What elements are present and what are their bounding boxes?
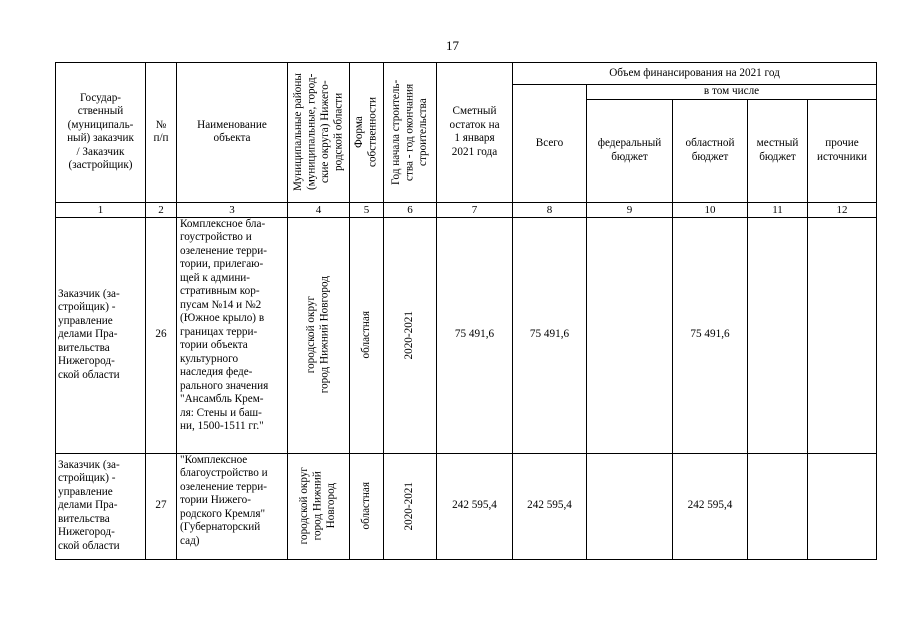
row-district <box>288 217 350 453</box>
row-object-name: "Комплексное благоустройство и озеленение терри- тории Нижего- родского Кремля" (Губернаторский сад) <box>177 453 288 559</box>
row-local <box>748 453 808 559</box>
row-other <box>808 217 877 453</box>
header-districts <box>288 63 350 203</box>
column-number: 6 <box>384 202 437 217</box>
row-total: 242 595,4 <box>513 453 587 559</box>
column-number: 10 <box>673 202 748 217</box>
column-number: 2 <box>146 202 177 217</box>
row-ownership <box>350 217 384 453</box>
header-ownership <box>350 63 384 203</box>
table-row <box>56 217 877 453</box>
header-remaining: Сметный остаток на 1 января 2021 года <box>437 63 513 203</box>
column-number: 5 <box>350 202 384 217</box>
row-regional: 242 595,4 <box>673 453 748 559</box>
column-number: 7 <box>437 202 513 217</box>
header-local: местный бюджет <box>748 99 808 202</box>
row-federal <box>587 217 673 453</box>
row-regional: 75 491,6 <box>673 217 748 453</box>
row-customer: Заказчик (за- стройщик) - управление делами Пра- вительства Нижегород- ской области <box>56 453 146 559</box>
row-total: 75 491,6 <box>513 217 587 453</box>
column-number: 4 <box>288 202 350 217</box>
header-total: Всего <box>513 85 587 203</box>
row-remaining: 242 595,4 <box>437 453 513 559</box>
header-number: № п/п <box>146 63 177 203</box>
row-object-name: Комплексное бла- гоустройство и озеленение терри- тории, прилегаю- щей к админи- стративным кор- пусам №14 и №2 (Южное крыло) в границах терри- тории объекта культурного наследия феде- рального значения "Ансамбль Крем- ля: Стены и баш- ни, 1500-1511 гг." <box>177 217 288 453</box>
column-number: 9 <box>587 202 673 217</box>
row-district-text: городской округ город Нижний Новгород <box>298 467 338 545</box>
row-other <box>808 453 877 559</box>
column-number: 3 <box>177 202 288 217</box>
header-districts-text: Муниципальные районы (муниципальные, город- ские округа) Нижего- родской области <box>291 73 344 192</box>
header-ownership-text: Форма собственности <box>353 97 379 168</box>
column-number: 11 <box>748 202 808 217</box>
row-federal <box>587 453 673 559</box>
header-years-text: Год начала строитель- ства - год окончания строительства <box>389 79 429 185</box>
column-number: 12 <box>808 202 877 217</box>
row-ownership <box>350 453 384 559</box>
financing-table <box>55 62 877 560</box>
row-local <box>748 217 808 453</box>
column-numbers-row <box>56 202 877 217</box>
table-row <box>56 453 877 559</box>
row-years <box>384 453 437 559</box>
header-financing-title: Объем финансирования на 2021 год <box>513 63 877 85</box>
header-years <box>384 63 437 203</box>
page-number: 17 <box>446 38 459 53</box>
header-object-name: Наименование объекта <box>177 63 288 203</box>
header-including: в том числе <box>587 85 877 100</box>
row-number: 26 <box>146 217 177 453</box>
header-other: прочие источники <box>808 99 877 202</box>
header-regional: областной бюджет <box>673 99 748 202</box>
row-number: 27 <box>146 453 177 559</box>
header-federal: федеральный бюджет <box>587 99 673 202</box>
row-ownership-text: областная <box>359 311 372 359</box>
row-district-text: городской округ город Нижний Новгород <box>305 276 331 394</box>
row-years-text: 2020-2021 <box>403 310 416 360</box>
row-remaining: 75 491,6 <box>437 217 513 453</box>
header-customer: Государ- ственный (муниципаль- ный) заказчик / Заказчик (застройщик) <box>56 63 146 203</box>
row-years-text: 2020-2021 <box>403 481 416 531</box>
row-district <box>288 453 350 559</box>
row-years <box>384 217 437 453</box>
column-number: 1 <box>56 202 146 217</box>
column-number: 8 <box>513 202 587 217</box>
row-customer: Заказчик (за- стройщик) - управление делами Пра- вительства Нижегород- ской области <box>56 217 146 453</box>
row-ownership-text: областная <box>359 482 372 530</box>
